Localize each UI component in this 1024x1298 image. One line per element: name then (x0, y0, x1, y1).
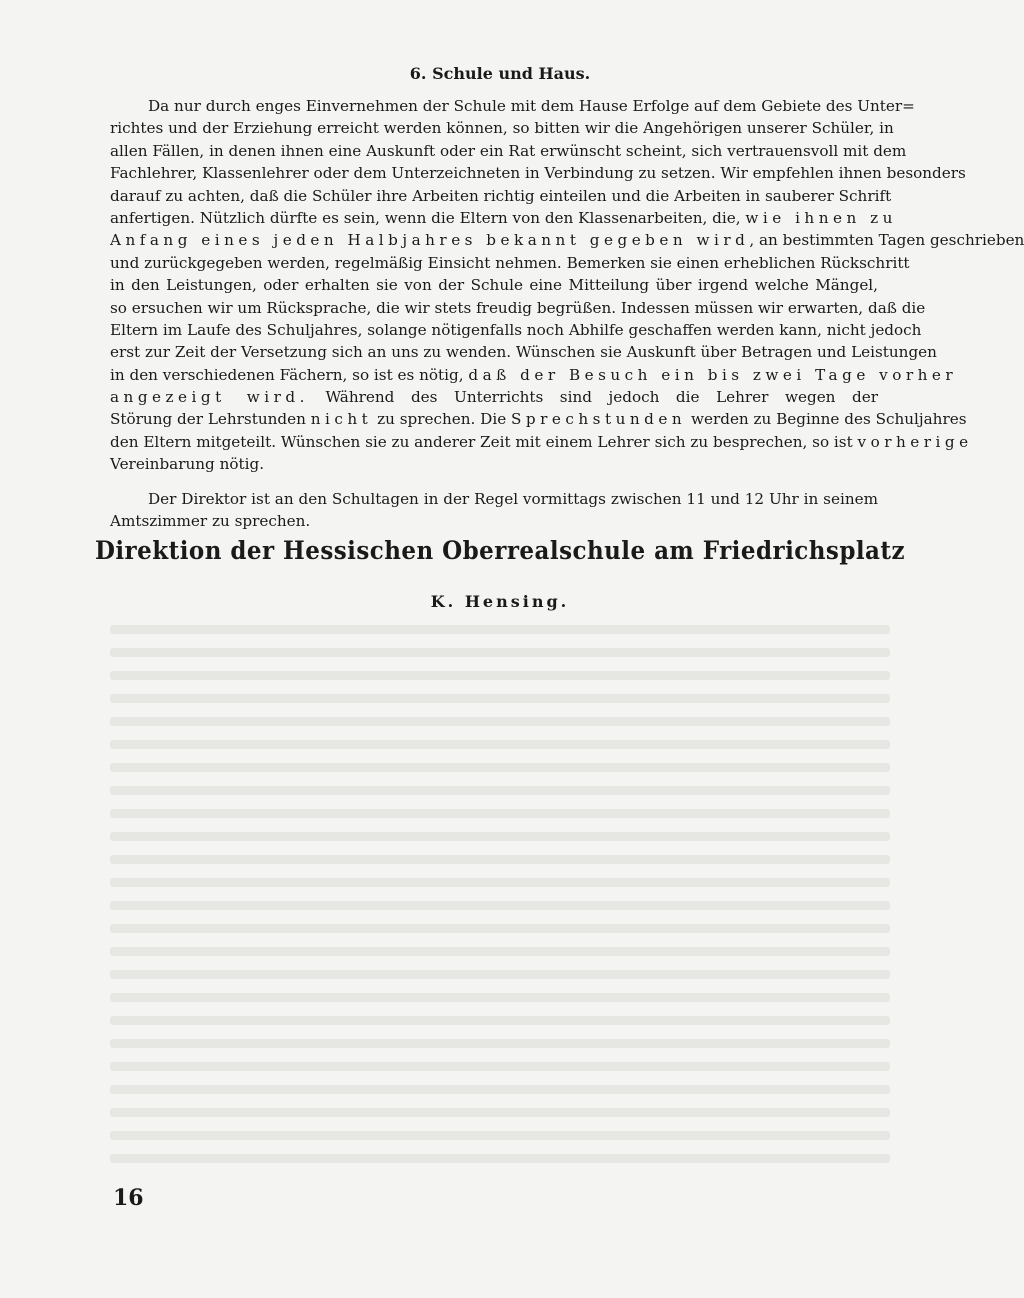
bleed-through-line (110, 1154, 890, 1163)
text-line (110, 364, 958, 386)
text-segment: in den verschiedenen Fächern, so ist es nötig, (110, 365, 469, 384)
spaced-emphasis: Sprechstunden (511, 410, 687, 429)
bleed-through-line (110, 1016, 890, 1025)
spaced-emphasis: wie ihnen zu (745, 208, 897, 227)
text-line (110, 408, 967, 430)
text-line (110, 252, 910, 274)
text-line (110, 140, 907, 162)
text-line (110, 185, 892, 207)
spaced-emphasis: nicht (310, 410, 373, 429)
spaced-emphasis: daß der Besuch ein bis zwei Tage vorher (468, 365, 958, 384)
spaced-emphasis: vorherige (857, 432, 973, 451)
text-line (110, 95, 915, 117)
text-line (110, 207, 897, 229)
text-line (110, 510, 878, 532)
bleed-through-line (110, 1085, 890, 1094)
text-line (110, 297, 926, 319)
text-line (110, 488, 878, 510)
bleed-through-line (110, 648, 890, 657)
text-segment: Da nur durch enges Einvernehmen der Schule mit dem Hause Erfolge auf dem Gebiete des Unter= (148, 97, 915, 115)
spaced-emphasis: angezeigt wird. (110, 388, 309, 407)
page-number: 16 (113, 1185, 144, 1211)
signer-name: K. Hensing. (430, 592, 570, 611)
body-text (110, 95, 1024, 532)
bleed-through-line (110, 1039, 890, 1048)
paragraph-contact (110, 95, 1024, 476)
text-line (110, 453, 878, 475)
text-line (110, 117, 894, 139)
text-line (110, 319, 922, 341)
text-line (110, 162, 966, 184)
bleed-through-line (110, 740, 890, 749)
text-segment: Während des Unterrichts sind jedoch die Lehrer wegen der (308, 388, 878, 407)
bleed-through-line (110, 717, 890, 726)
bleed-through-line (110, 947, 890, 956)
text-line (110, 341, 937, 363)
text-segment: richtes und der Erziehung erreicht werden können, so bitten wir die Angehörigen unserer Schüler, in (110, 119, 894, 138)
text-line (110, 229, 1024, 251)
text-segment: darauf zu achten, daß die Schüler ihre Arbeiten richtig einteilen und die Arbeiten in sauberer Schrift (110, 186, 892, 205)
text-segment: Vereinbarung nötig. (110, 455, 265, 474)
text-segment: Eltern im Laufe des Schuljahres, solange nötigenfalls noch Abhilfe geschaffen werden kann, nicht jedoch (110, 320, 922, 339)
text-segment: zu sprechen. Die (372, 410, 512, 429)
text-segment: Amtszimmer zu sprechen. (110, 512, 311, 531)
paragraph-office-hours (110, 488, 878, 533)
bleed-through-line (110, 855, 890, 864)
text-segment: in den Leistungen, oder erhalten sie von der Schule eine Mitteilung über irgend welche Mängel, (110, 276, 878, 295)
text-segment: erst zur Zeit der Versetzung sich an uns zu wenden. Wünschen sie Auskunft über Betragen und Leistungen (110, 343, 937, 362)
bleed-through-line (110, 809, 890, 818)
text-segment: Störung der Lehrstunden (110, 410, 311, 429)
text-line (110, 274, 878, 296)
bleed-through-line (110, 993, 890, 1002)
bleed-through-line (110, 671, 890, 680)
text-segment: , an bestimmten Tagen geschrieben (749, 231, 1024, 250)
text-line (110, 386, 878, 408)
bleed-through-line (110, 924, 890, 933)
text-segment: und zurückgegeben werden, regelmäßig Einsicht nehmen. Bemerken sie einen erheblichen Rückschritt (110, 253, 910, 272)
bleed-through-line (110, 1131, 890, 1140)
text-line (110, 431, 973, 453)
bleed-through-line (110, 786, 890, 795)
bleed-through-line (110, 1062, 890, 1071)
bleed-through-line (110, 625, 890, 634)
spaced-emphasis: Anfang eines jeden Halbjahres bekannt gegeben wird (110, 231, 750, 250)
section-title: 6. Schule und Haus. (409, 64, 591, 83)
bleed-through-line (110, 694, 890, 703)
text-segment: Der Direktor ist an den Schultagen in der Regel vormittags zwischen 11 und 12 Uhr in seinem (148, 489, 878, 508)
text-segment: so ersuchen wir um Rücksprache, die wir stets freudig begrüßen. Indessen müssen wir erwarten, daß die (110, 298, 926, 317)
signature-heading: Direktion der Hessischen Oberrealschule am Friedrichsplatz (94, 536, 906, 565)
text-segment: werden zu Beginne des Schuljahres (686, 410, 967, 429)
bleed-through-line (110, 763, 890, 772)
text-segment: den Eltern mitgeteilt. Wünschen sie zu anderer Zeit mit einem Lehrer sich zu besprechen, so ist (110, 432, 858, 451)
bleed-through-line (110, 970, 890, 979)
text-segment: anfertigen. Nützlich dürfte es sein, wenn die Eltern von den Klassenarbeiten, die, (110, 208, 746, 227)
bleed-through-line (110, 901, 890, 910)
text-segment: allen Fällen, in denen ihnen eine Auskunft oder ein Rat erwünscht scheint, sich vertrauensvoll mit dem (110, 141, 907, 160)
bleed-through-line (110, 878, 890, 887)
bleed-through-line (110, 1108, 890, 1117)
text-segment: Fachlehrer, Klassenlehrer oder dem Unterzeichneten in Verbindung zu setzen. Wir empfehlen ihnen besonders (110, 164, 966, 183)
bleed-through-line (110, 832, 890, 841)
